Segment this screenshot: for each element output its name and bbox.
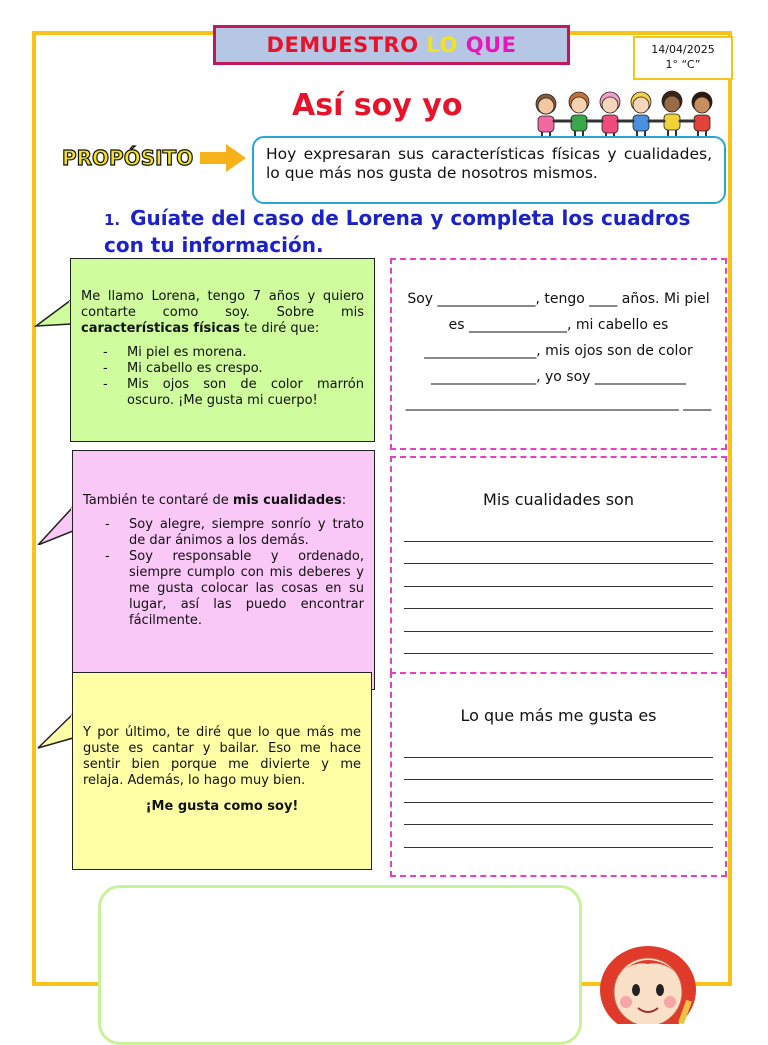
instruction-text: Guíate del caso de Lorena y completa los cuadros con tu información.: [104, 206, 691, 257]
bubble1-intro-bold: características físicas: [81, 321, 240, 336]
purpose-text-box: Hoy expresaran sus características físicas y cualidades, lo que más nos gusta de nosotros mismos.: [252, 136, 726, 204]
writing-line[interactable]: [404, 519, 713, 542]
writing-line[interactable]: [404, 632, 713, 655]
bubble2-intro-text: También te contaré de: [83, 493, 229, 508]
likes-writing-lines[interactable]: [404, 735, 713, 848]
writing-line[interactable]: [404, 825, 713, 848]
main-title: Así soy yo: [292, 88, 463, 123]
bubble2-intro-bold: mis cualidades: [232, 493, 342, 508]
bubble1-intro-end: te diré que:: [244, 321, 320, 336]
list-item: - Mis ojos son de color marrón oscuro. ¡Me gusta mi cuerpo!: [127, 377, 364, 409]
title-word-1: DEMUESTRO: [266, 33, 419, 57]
likes-heading: Lo que más me gusta es: [460, 706, 657, 725]
instruction-number: 1.: [104, 211, 121, 229]
physical-answer-box[interactable]: [390, 258, 727, 450]
date-grade-box: [633, 36, 733, 80]
bubble2-intro: [83, 493, 364, 509]
bubble2-intro-end: :: [341, 493, 347, 508]
bubble1-intro: [81, 289, 364, 337]
bubble2-list: [83, 517, 364, 629]
instruction-heading: [104, 206, 708, 258]
writing-line[interactable]: [404, 542, 713, 565]
writing-line[interactable]: [404, 564, 713, 587]
lorena-physical-bubble: [70, 258, 375, 442]
grade-text: 1° “C”: [665, 58, 701, 71]
title-word-2: LO: [426, 33, 458, 57]
purpose-label-text: PROPÓSITO: [62, 146, 194, 170]
bubble-tail-icon: [36, 712, 76, 752]
qualities-heading: Mis cualidades son: [483, 490, 634, 509]
lorena-likes-bubble: [72, 672, 372, 870]
list-item: - Soy alegre, siempre sonrío y trato de dar ánimos a los demás.: [129, 517, 364, 549]
bubble1-list: [81, 345, 364, 409]
date-text: 14/04/2025: [651, 43, 715, 56]
writing-line[interactable]: [404, 609, 713, 632]
header-title-banner: [213, 25, 570, 65]
lorena-qualities-bubble: [72, 450, 375, 690]
bubble3-text: Y por último, te diré que lo que más me guste es cantar y bailar. Eso me hace sentir bien porque me divierte y me relaja. Además, lo hago muy bien.: [83, 725, 361, 788]
drawing-box[interactable]: [98, 885, 582, 1045]
writing-line[interactable]: [404, 758, 713, 781]
girl-illustration-icon: [596, 930, 704, 1024]
physical-answer-text: Soy ______________, tengo ____ años. Mi piel es ______________, mi cabello es ________________, mis ojos son de color _______________, yo soy _____________ _______________________________________ ____: [405, 291, 712, 411]
bubble3-closing: ¡Me gusta como soy!: [145, 799, 299, 814]
bubble-tail-icon: [34, 298, 74, 338]
qualities-answer-box[interactable]: [390, 456, 727, 674]
writing-line[interactable]: [404, 803, 713, 826]
list-item: - Soy responsable y ordenado, siempre cumplo con mis deberes y me gusta colocar las cosas en su lugar, así las puedo encontrar fácilmente.: [129, 549, 364, 629]
writing-line[interactable]: [404, 735, 713, 758]
qualities-writing-lines[interactable]: [404, 519, 713, 654]
bubble1-intro-text: Me llamo Lorena, tengo 7 años y quiero contarte como soy. Sobre mis: [81, 289, 364, 320]
title-word-3: QUE: [465, 33, 517, 57]
list-item: - Mi piel es morena.: [127, 345, 364, 361]
purpose-label: [60, 140, 250, 176]
likes-answer-box[interactable]: [390, 672, 727, 877]
list-item: - Mi cabello es crespo.: [127, 361, 364, 377]
writing-line[interactable]: [404, 587, 713, 610]
writing-line[interactable]: [404, 780, 713, 803]
bubble-tail-icon: [36, 505, 76, 545]
